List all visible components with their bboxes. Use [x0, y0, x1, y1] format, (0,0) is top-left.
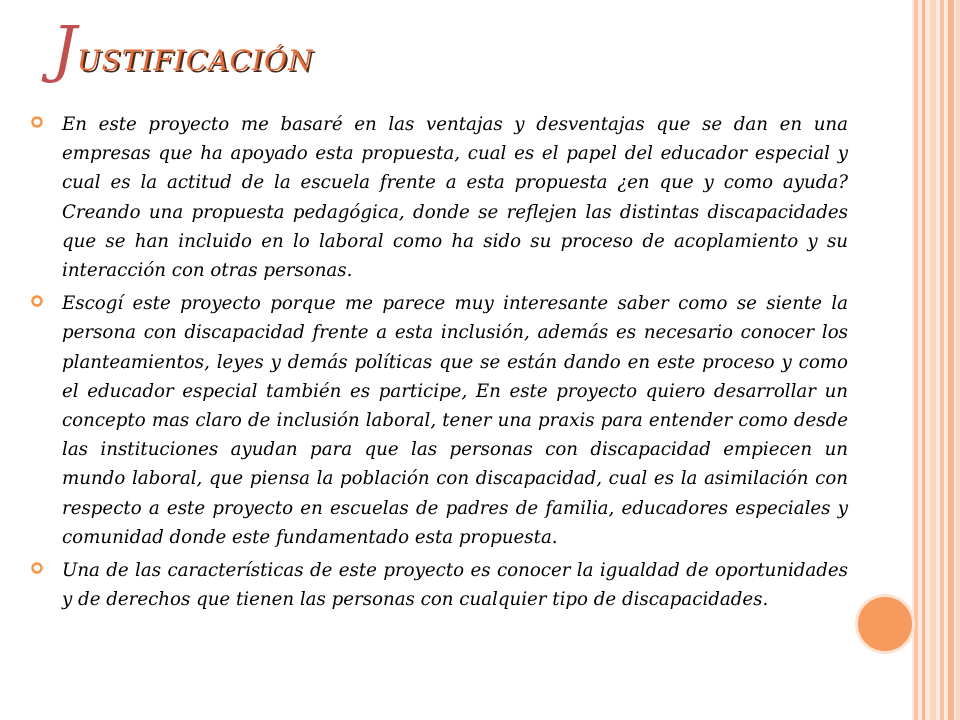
bullet-list: [30, 110, 848, 618]
bullet-text: Escogí este proyecto porque me parece muy interesante saber como se siente la persona con discapacidad frente a esta inclusión, además es necesario conocer los planteamientos, leyes y demás políticas que se están dando en este proceso y como el educador especial también es participe, En este proyecto quiero desarrollar un concepto mas claro de inclusión laboral, tener una praxis para entender como desde las instituciones ayudan para que las personas con discapacidad empiecen un mundo laboral, que piensa la población con discapacidad, cual es la asimilación con respecto a este proyecto en escuelas de padres de familia, educadores especiales y comunidad donde este fundamentado esta propuesta.: [62, 293, 848, 548]
ring-bullet-icon: [30, 561, 44, 575]
ring-bullet-icon: [30, 115, 44, 129]
bullet-item: [30, 556, 848, 614]
bullet-text: En este proyecto me basaré en las ventajas y desventajas que se dan en una empresas que ha apoyado esta propuesta, cual es el papel del educador especial y cual es la actitud de la escuela frente a esta propuesta ¿en que y como ayuda? Creando una propuesta pedagógica, donde se reflejen las distintas discapacidades que se han incluido en lo laboral como ha sido su proceso de acoplamiento y su interacción con otras personas.: [62, 114, 848, 282]
title-rest: ustificación: [76, 34, 314, 80]
ring-bullet-icon: [30, 294, 44, 308]
title-initial: J: [52, 12, 77, 85]
bullet-item: [30, 110, 848, 285]
orange-circle-ornament: [855, 594, 915, 654]
bullet-text: Una de las características de este proyecto es conocer la igualdad de oportunidades y de derechos que tienen las personas con cualquier tipo de discapacidades.: [62, 560, 848, 611]
slide-title: [52, 12, 314, 85]
decorative-stripe-band: [912, 0, 960, 720]
bullet-item: [30, 289, 848, 552]
